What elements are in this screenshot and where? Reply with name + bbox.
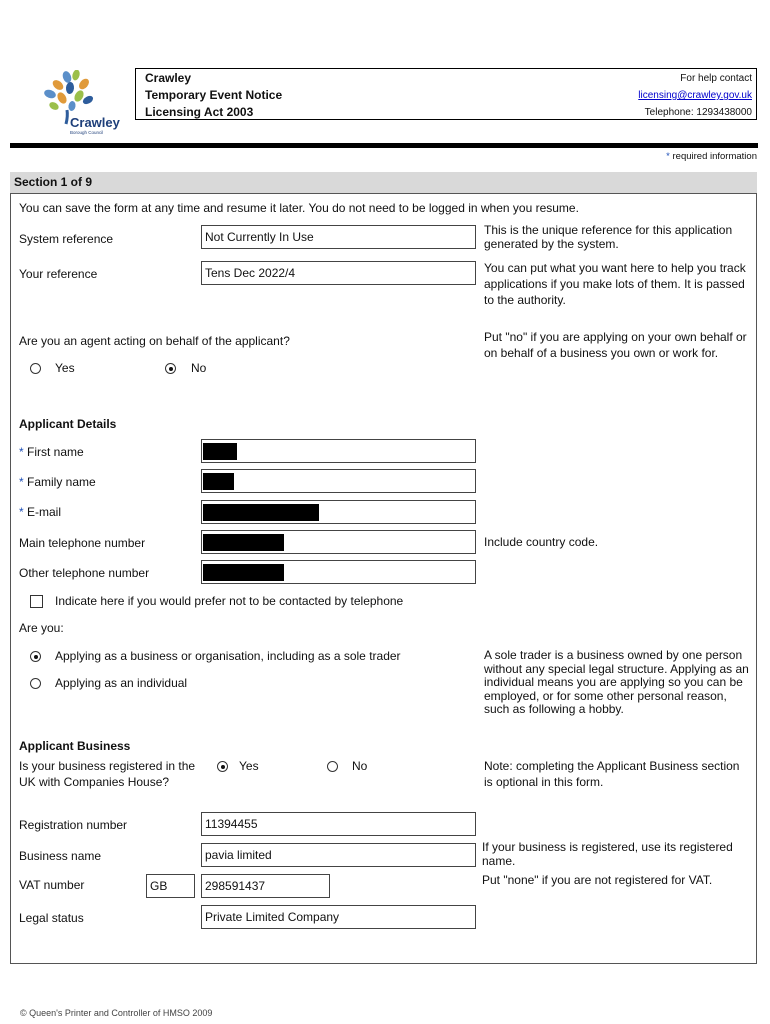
main-phone-note: Include country code. [484,535,599,549]
required-note: * required information [666,151,757,162]
svg-text:Crawley: Crawley [70,115,120,130]
svg-text:Borough Council: Borough Council [70,130,104,135]
business-section-note: Note: completing the Applicant Business section is optional in this form. [484,759,740,789]
email-label: * E-mail [19,505,62,519]
other-phone-input[interactable] [201,560,476,584]
family-name-input[interactable] [201,469,476,493]
legal-status-input[interactable]: Private Limited Company [201,905,476,929]
business-option-label: Applying as a business or organisation, including as a sole trader [55,649,401,663]
vat-number-input[interactable]: 298591437 [201,874,330,898]
legal-status-label: Legal status [19,911,84,925]
help-email-link[interactable]: licensing@crawley.gov.uk [638,90,752,101]
section-title: Section 1 of 9 [10,172,757,194]
are-you-note: A sole trader is a business owned by one person without any special legal structure. Applying as an individual means you are applying so you can be employed, or for some other personal reason, such as following a hobby. [484,648,749,716]
first-name-label: * First name [19,445,84,459]
no-telephone-contact-label: Indicate here if you would prefer not to be contacted by telephone [55,594,404,608]
agent-no-radio[interactable] [165,363,176,374]
individual-option-label: Applying as an individual [55,676,188,690]
registered-yes-label: Yes [239,759,259,773]
main-phone-input[interactable] [201,530,476,554]
system-reference-note: This is the unique reference for this application generated by the system. [484,223,733,251]
business-name-label: Business name [19,849,102,863]
header-divider [10,143,758,148]
help-telephone: Telephone: 1293438000 [644,107,752,118]
section-intro: You can save the form at any time and resume it later. You do not need to be logged in when you resume. [19,201,579,215]
redaction [203,534,284,551]
applicant-details-heading: Applicant Details [19,417,117,431]
family-name-label: * Family name [19,475,96,489]
are-you-label: Are you: [19,621,64,635]
agent-yes-radio[interactable] [30,363,41,374]
agent-yes-label: Yes [55,361,75,375]
vat-note: Put "none" if you are not registered for VAT. [482,873,713,887]
registration-number-input[interactable]: 11394455 [201,812,476,836]
registration-number-label: Registration number [19,818,128,832]
system-reference-input[interactable]: Not Currently In Use [201,225,476,249]
crawley-logo [34,70,124,136]
applicant-business-heading: Applicant Business [19,739,131,753]
help-contact [638,70,752,121]
other-phone-label: Other telephone number [19,566,150,580]
help-label: For help contact [680,73,752,84]
registered-no-label: No [352,759,368,773]
your-reference-note: You can put what you want here to help you track applications if you make lots of them. It is passed to the authority. [484,261,746,307]
system-reference-label: System reference [19,232,114,246]
vat-number-label: VAT number [19,878,85,892]
header-title: Crawley Temporary Event Notice Licensing Act 2003 [145,71,283,119]
first-name-input[interactable] [201,439,476,463]
redaction [203,443,237,460]
email-input[interactable] [201,500,476,524]
your-reference-input[interactable]: Tens Dec 2022/4 [201,261,476,285]
individual-option-radio[interactable] [30,678,41,689]
agent-no-label: No [191,361,207,375]
redaction [203,504,319,521]
agent-note: Put "no" if you are applying on your own behalf or on behalf of a business you own or work for. [484,330,747,360]
copyright-footer: © Queen's Printer and Controller of HMSO 2009 [20,1008,213,1018]
no-telephone-contact-checkbox[interactable] [30,595,43,608]
your-reference-label: Your reference [19,267,98,281]
business-name-note: If your business is registered, use its registered name. [482,840,733,868]
redaction [203,564,284,581]
vat-prefix-input[interactable]: GB [146,874,195,898]
registered-yes-radio[interactable] [217,761,228,772]
main-phone-label: Main telephone number [19,536,146,550]
registered-no-radio[interactable] [327,761,338,772]
business-name-input[interactable]: pavia limited [201,843,476,867]
redaction [203,473,234,490]
agent-question: Are you an agent acting on behalf of the applicant? [19,334,290,348]
business-option-radio[interactable] [30,651,41,662]
registered-question: Is your business registered in the UK with Companies House? [19,759,196,789]
